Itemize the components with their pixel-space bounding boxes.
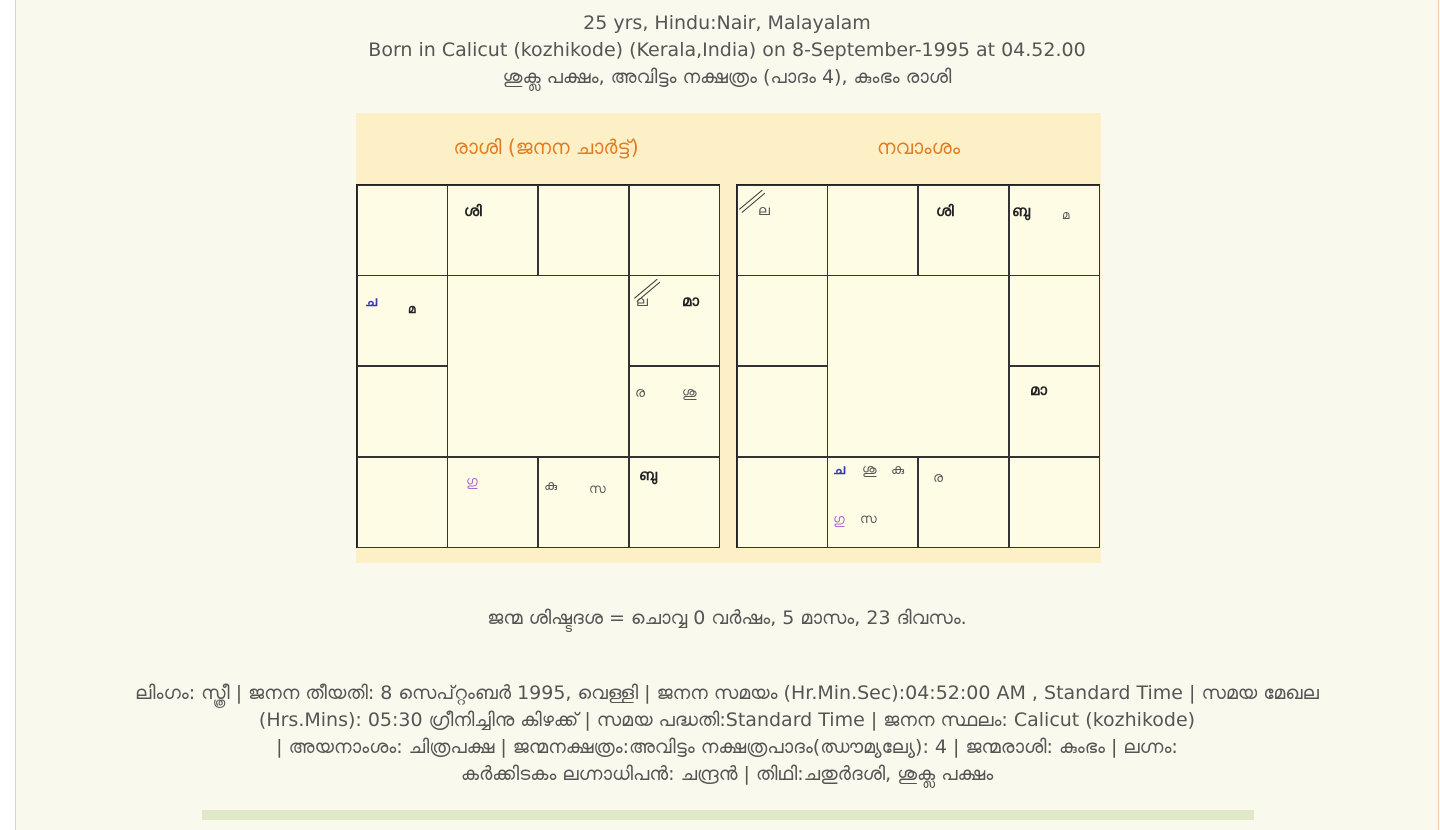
navamsa-house — [1009, 457, 1100, 548]
planet-label: ല — [636, 294, 648, 310]
planet-label: സ — [860, 512, 877, 527]
details-line: | അയനാംശം: ചിത്രപക്ഷ | ജന്മനക്ഷത്രം:അവിട്ടം നക്ഷത്രപാദം(ഝൗമ്യല്യേ): 4 | ജന്മരാശി: കുംഭം | ലഗ്നം: — [276, 736, 1178, 758]
rasi-house — [357, 275, 448, 366]
planet-label: മാ — [1030, 381, 1048, 399]
rasi-center — [447, 275, 629, 457]
profile-summary — [16, 10, 1438, 91]
planet-label: കു — [891, 462, 905, 478]
planet-label: ശി — [936, 202, 954, 220]
planet-label: ശു — [682, 385, 697, 401]
planet-label: ര — [933, 470, 944, 486]
rasi-house — [538, 185, 629, 276]
planet-label: ബു — [639, 466, 658, 484]
profile-age-religion: 25 yrs, Hindu:Nair, Malayalam — [583, 12, 871, 34]
planet-label: ഗു — [466, 474, 478, 490]
navamsa-house — [737, 275, 828, 366]
planet-label: ല — [758, 203, 770, 219]
navamsa-chart-title: നവാംശം — [876, 135, 961, 159]
rasi-house-lagna — [629, 275, 720, 366]
rasi-house — [357, 457, 448, 548]
rasi-house — [357, 366, 448, 457]
next-section-bar — [202, 810, 1254, 820]
details-line: കർക്കിടകം ലഗ്നാധിപൻ: ചന്ദ്രൻ | തിഥി:ചതുർദശി, ശുക്ല പക്ഷം — [460, 763, 994, 785]
rasi-house — [629, 366, 720, 457]
planet-label: ര — [635, 385, 646, 401]
rasi-house — [629, 185, 720, 276]
content-panel — [15, 0, 1439, 830]
rasi-house — [629, 457, 720, 548]
dasha-text: ജന്മ ശിഷ്ടദശ = ചൊവ്വ 0 വർഷം, 5 മാസം, 23 ദിവസം. — [487, 607, 967, 629]
navamsa-house — [1009, 185, 1100, 276]
navamsa-house — [1009, 366, 1100, 457]
planet-label: കു — [544, 478, 558, 494]
details-line: (Hrs.Mins): 05:30 ഗ്രീനിച്ചിനു കിഴക്ക് | സമയ പദ്ധതി:Standard Time | ജനന സ്ഥലം: Calicut (kozhikode) — [258, 709, 1196, 731]
navamsa-house — [918, 457, 1009, 548]
details-line: ലിംഗം: സ്ത്രീ | ജനന തീയതി: 8 സെപ്റ്റംബർ 1995, വെള്ളി | ജനന സമയം (Hr.Min.Sec):04:52:00 AM , Standard Time | സമയ മേഖല — [135, 682, 1319, 704]
navamsa-house — [918, 185, 1009, 276]
rasi-house — [357, 185, 448, 276]
planet-label: ച — [365, 294, 378, 310]
navamsa-house — [1009, 275, 1100, 366]
profile-birth-info: Born in Calicut (kozhikode) (Kerala,India) on 8-September-1995 at 04.52.00 — [368, 39, 1086, 61]
navamsa-house — [827, 185, 918, 276]
rasi-house — [447, 185, 538, 276]
dasha-balance — [16, 605, 1438, 632]
planet-label: ശി — [464, 202, 482, 220]
navamsa-house-lagna — [737, 185, 828, 276]
planet-label: മ — [408, 302, 416, 316]
planet-label: ഗു — [833, 512, 845, 528]
rasi-house — [538, 457, 629, 548]
navamsa-house — [737, 366, 828, 457]
profile-nakshatra: ശുക്ല പക്ഷം, അവിട്ടം നക്ഷത്രം (പാദം 4), കുംഭം രാശി — [502, 66, 952, 88]
navamsa-center — [827, 275, 1009, 457]
navamsa-chart — [736, 184, 1100, 548]
planet-label: ബു — [1012, 202, 1031, 220]
planet-label: മാ — [682, 292, 700, 310]
rasi-chart-title: രാശി (ജനന ചാർട്ട്) — [453, 135, 639, 159]
navamsa-house — [737, 457, 828, 548]
planet-label: ശു — [862, 462, 877, 478]
planet-label: ച — [833, 462, 846, 478]
rasi-chart — [356, 184, 720, 548]
planet-label: സ — [589, 482, 606, 497]
horoscope-charts — [356, 113, 1101, 563]
planet-label: മ — [1062, 208, 1070, 222]
rasi-house — [447, 457, 538, 548]
birth-details — [16, 680, 1438, 788]
navamsa-house — [827, 457, 918, 548]
